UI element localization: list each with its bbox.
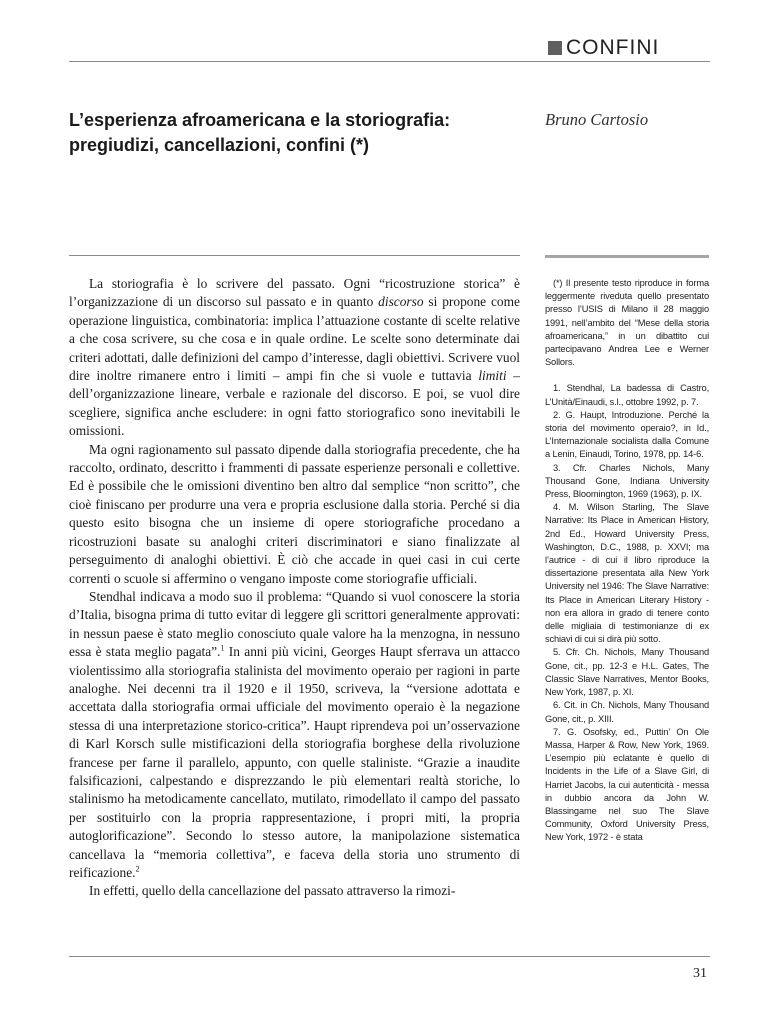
footer-rule — [69, 956, 710, 957]
title-rule — [69, 255, 520, 256]
section-title: CONFINI — [566, 36, 660, 59]
notes-rule — [545, 255, 709, 258]
footnote: 7. G. Osofsky, ed., Puttin’ On Ole Massa, Harper & Row, New York, 1969. L’esempio più eclatante è quello di Incidents in the Life of a Slave Girl, di Harriet Jacobs, la cui autenticità - messa in dubbio ancora da John W. Blassingame nel suo The Slave Community, Oxford University Press, New York, 1972 - è stata — [545, 726, 709, 843]
section-square-icon — [548, 41, 562, 55]
body-paragraph: Ma ogni ragionamento sul passato dipende dalla storiografia precedente, che ha raccolto, ordinato, descritto i frammenti di passate esperienze personali e collettive. Ed è possibile che le omissioni diventino ben altro dal semplice “non scritto”, che cioè finiscano per produrre una vera e propria esclusione dalla storia. Perché si dia questo esito bisogna che un insieme di opere storiografiche procedano a ricostruzioni basate su analoghi criteri discriminatori e siano finalizzate al perseguimento di analoghi obiettivi. È ciò che accade in quei casi in cui certe correnti o scuole si affermino o vengano imposte come storiografie ufficiali. — [69, 441, 520, 586]
body-paragraph: Stendhal indicava a modo suo il problema: “Quando si vuol conoscere la storia d’Italia, bisogna prima di tutto evitar di leggere gli scrittori generalmente approvati: in nessun paese è stato meglio conosciuto quale valore ha la menzogna, in nessuno essa è stata meglio pagata”.$^1$ In anni più vicini, Georges Haupt sferrava un attacco violentissimo alla storiografia stalinista del movimento operaio per ragioni in parte analoghe. Nei decenni tra il 1920 e il 1950, scriveva, la “versione adottata e accettata dalla storiografia ormai ufficiale del movimento operaio è la negazione stessa di una interpretazione storico-critica”. Haupt riprendeva poi un’osservazione di Karl Korsch sulle mistificazioni della storiografia borghese della rivoluzione francese per farne il parallelo, appunto, con quelle staliniste. “Grazie a inaudite falsificazioni, calpestando e disprezzando le più elementari realtà storiche, lo stalinismo ha metodicamente cancellato, mutilato, rimodellato il campo del passato per sostituirlo con la propria rappresentazione, i propri miti, la propria autoglorificazione”. Secondo lo stesso autore, la manipolazione sistematica cancellava la “memoria collettiva”, e faceva della storia uno strumento di reificazione.$^2$ — [69, 588, 520, 880]
article-author: Bruno Cartosio — [545, 110, 649, 129]
page-number: 31 — [693, 966, 707, 981]
footnote: 1. Stendhal, La badessa di Castro, L’Unità/Einaudi, s.l., ottobre 1992, p. 7. — [545, 383, 709, 407]
body-paragraph: In effetti, quello della cancellazione del passato attraverso la rimozi- — [89, 883, 456, 899]
footnote: 2. G. Haupt, Introduzione. Perché la storia del movimento operaio?, in Id., L’Internazionale socialista dalla Comune a Lenin, Einaudi, Torino, 1978, pp. 14-6. — [545, 409, 709, 460]
article-body — [69, 275, 520, 901]
footnote: 5. Cfr. Ch. Nichols, Many Thousand Gone, cit., pp. 12-3 e H.L. Gates, The Classic Slave Narratives, Mentor Books, New York, 1987, p. XI. — [545, 647, 709, 698]
section-label — [548, 34, 659, 62]
body-paragraph: La storiografia è lo scrivere del passato. Ogni “ricostruzione storica” è l’organizzazione di un discorso sul passato e in quanto discorso si propone come operazione linguistica, combinatoria: implica l’attuazione costante di scelte relative a che cosa scrivere, su che cosa e in quale ordine. Le scelte sono determinate dai criteri adottati, dalle definizioni del campo d’interesse, dagli obiettivi. Scrivere vuol dire inoltre rimanere entro i limiti – ampi fin che si vuole e tuttavia limiti – dell’organizzazione lineare, verbale e razionale del discorso. E poi, se vuol dire scegliere, significa anche escludere: in ogni fatto storiografico sono inevitabili le omissioni. — [69, 276, 521, 439]
footnote-intro: (*) Il presente testo riproduce in forma leggermente riveduta quello presentato presso l’USIS di Milano il 28 maggio 1991, nell’ambito del “Mese della storia afroamericana,” in un dibattito cui partecipavano Andrea Lee e Werner Sollors. — [545, 278, 709, 368]
footnote: 4. M. Wilson Starling, The Slave Narrative: Its Place in American History, 2nd Ed., Howard University Press, Washington, D.C., 1988, p. XXVI; ma l’autrice - di cui il libro riproduce la dissertazione presentata alla New York University nel 1946: The Slave Narrative: Its Place in American Literary History - non era allora in grado di tenere conto delle migliaia di testimonianze di ex schiavi di cui si dirà più sotto. — [545, 502, 709, 645]
article-title: L’esperienza afroamericana e la storiografia: pregiudizi, cancellazioni, confini (*) — [69, 110, 451, 155]
footnotes-column — [545, 277, 709, 845]
footnote: 3. Cfr. Charles Nichols, Many Thousand Gone, Indiana University Press, Bloomington, 1969 (1963), p. IX. — [545, 462, 709, 500]
footnote: 6. Cit. in Ch. Nichols, Many Thousand Gone, cit., p. XIII. — [545, 700, 709, 724]
footnote-marker: 2 — [135, 864, 140, 874]
footnote-marker: 1 — [220, 643, 225, 653]
